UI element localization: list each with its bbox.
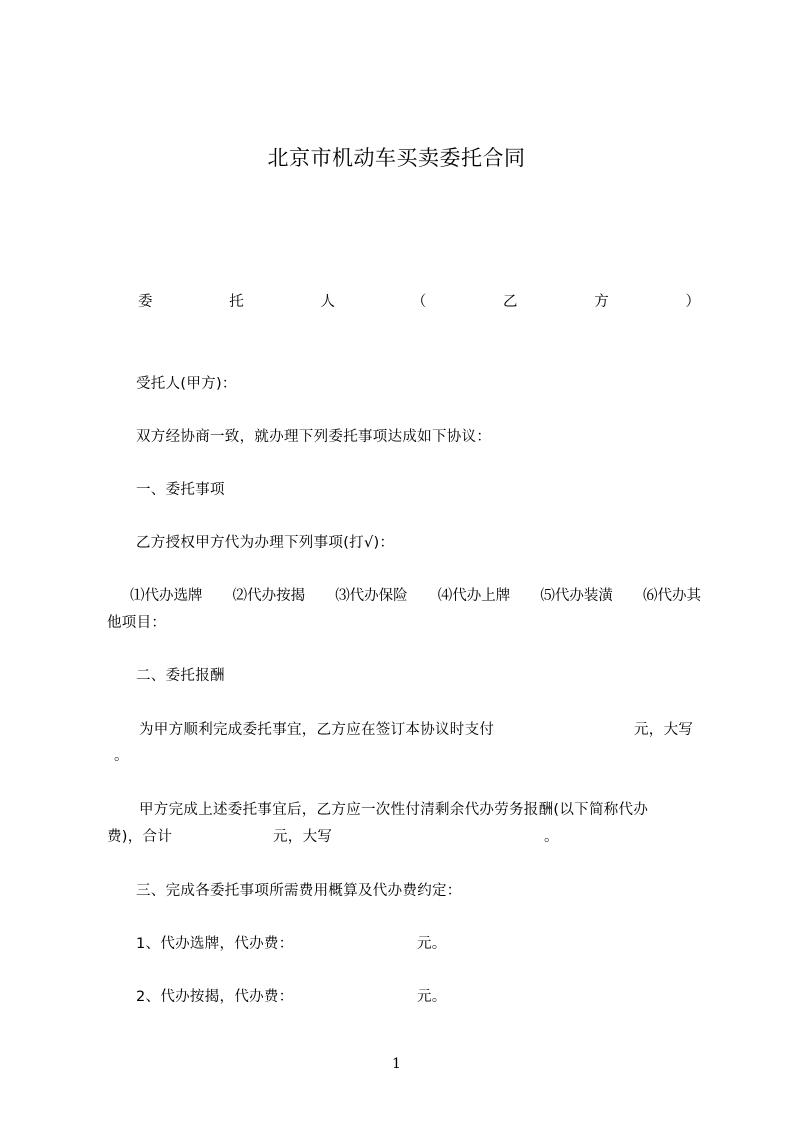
page-number: 1 <box>392 1056 401 1072</box>
fee-item-label: 2、代办按揭，代办费： <box>136 989 294 1005</box>
remaining-fee-end: 。 <box>544 829 559 845</box>
authorization-paragraph: 乙方授权甲方代为办理下列事项(打√)： <box>136 535 395 551</box>
principal-label-char: 方 <box>594 294 609 310</box>
remaining-fee-paragraph: 甲方完成上述委托事宜后，乙方应一次性付清剩余代办劳务报酬(以下简称代办 <box>139 802 649 818</box>
entrusted-items-list <box>130 584 701 605</box>
principal-label-char: ） <box>685 294 700 310</box>
payment-paragraph-end: 。 <box>114 748 129 764</box>
principal-label-char: 乙 <box>503 294 518 310</box>
fee-item-unit: 元。 <box>417 936 447 952</box>
remaining-fee-total-label: 费)，合计 <box>107 829 173 845</box>
principal-label-char: 托 <box>229 294 244 310</box>
agent-party-label: 受托人(甲方)： <box>136 376 237 392</box>
remaining-fee-words-label: 元，大写 <box>273 829 333 845</box>
intro-paragraph: 双方经协商一致，就办理下列委托事项达成如下协议： <box>136 429 492 445</box>
entrusted-items-continuation: 他项目： <box>107 615 167 631</box>
payment-paragraph-start: 为甲方顺利完成委托事宜，乙方应在签订本协议时支付 <box>139 722 495 738</box>
section-2-heading: 二、委托报酬 <box>136 668 225 684</box>
principal-label-char: 人 <box>320 294 335 310</box>
entrusted-item: ⑵代办按揭 <box>232 588 306 604</box>
entrusted-item: ⑹代办其 <box>642 588 701 604</box>
principal-label-char: （ <box>411 294 427 310</box>
section-1-heading: 一、委托事项 <box>136 482 225 498</box>
principal-party-label <box>138 290 700 311</box>
document-title: 北京市机动车买卖委托合同 <box>267 146 526 170</box>
entrusted-item: ⑸代办装潢 <box>540 588 613 604</box>
principal-label-char: 委 <box>138 294 153 310</box>
entrusted-item: ⑴代办选牌 <box>130 588 203 604</box>
section-3-heading: 三、完成各委托事项所需费用概算及代办费约定： <box>136 883 462 899</box>
fee-item-unit: 元。 <box>417 989 447 1005</box>
entrusted-item: ⑷代办上牌 <box>437 588 511 604</box>
payment-amount-words-label: 元，大写 <box>634 722 694 738</box>
fee-item-label: 1、代办选牌，代办费： <box>136 936 294 952</box>
entrusted-item: ⑶代办保险 <box>335 588 408 604</box>
